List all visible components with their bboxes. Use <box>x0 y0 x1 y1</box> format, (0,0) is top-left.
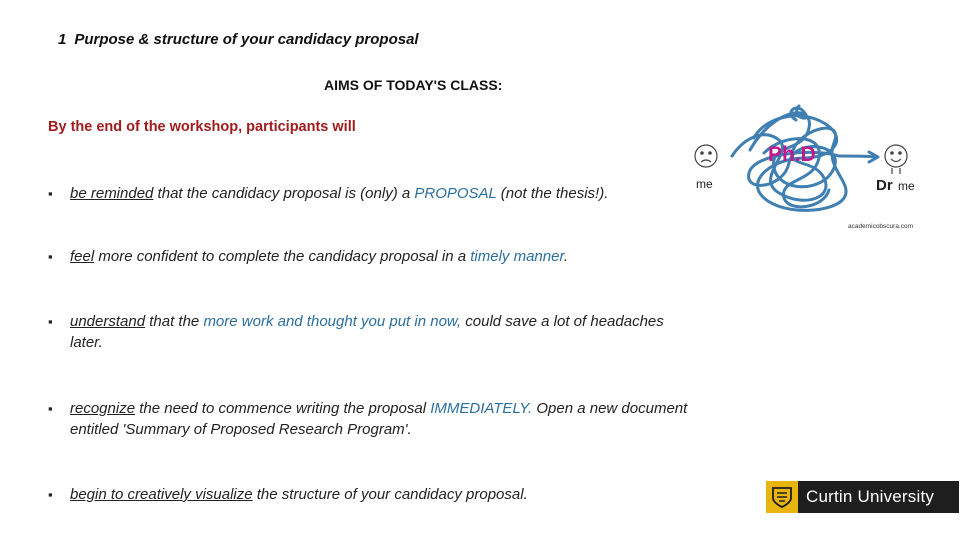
bullet-marker: ▪ <box>48 249 53 264</box>
bullet-item <box>48 183 688 204</box>
bullet-item <box>48 484 688 505</box>
bullet-text-a: the structure of your candidacy proposal. <box>252 486 528 503</box>
crest-shape-icon <box>770 485 794 509</box>
section-title: Purpose & structure of your candidacy proposal <box>74 31 419 48</box>
bullet-highlight: more work and thought you put in now, <box>203 313 462 330</box>
curtin-university-logo <box>766 481 959 513</box>
bullet-text-b: Open a new document entitled 'Summary of Proposed Research Program'. <box>70 400 688 438</box>
happy-face-icon <box>885 145 907 174</box>
bullet-text-b: . <box>563 248 569 265</box>
right-me-label: me <box>898 179 915 193</box>
dr-label: Dr <box>876 177 893 194</box>
bullet-text <box>70 246 688 267</box>
phd-label: Ph.D <box>768 143 816 166</box>
bullet-item <box>48 398 688 440</box>
bullet-marker: ▪ <box>48 186 53 201</box>
bullet-item <box>48 311 668 353</box>
bullet-marker: ▪ <box>48 487 53 502</box>
bullet-highlight: timely manner <box>470 248 564 265</box>
bullet-marker: ▪ <box>48 314 53 329</box>
section-heading <box>58 31 419 48</box>
bullet-verb: feel <box>70 248 95 265</box>
bullet-highlight: IMMEDIATELY. <box>430 400 533 417</box>
bullet-verb: begin to creatively visualize <box>70 486 253 503</box>
bullet-text-a: more confident to complete the candidacy proposal in a <box>94 248 471 265</box>
bullet-marker: ▪ <box>48 401 53 416</box>
bullet-verb: be reminded <box>70 185 154 202</box>
bullet-text <box>70 183 688 204</box>
bullet-text <box>70 484 688 505</box>
sad-face-icon <box>695 145 717 167</box>
university-crest-icon <box>766 481 798 513</box>
section-number: 1 <box>58 31 67 48</box>
bullet-text-a: that the <box>145 313 204 330</box>
intro-text: By the end of the workshop, participants will <box>48 119 356 135</box>
bullet-text-a: the need to commence writing the proposal <box>135 400 431 417</box>
bullet-item <box>48 246 688 267</box>
bullet-text-b: (not the thesis!). <box>496 185 609 202</box>
bullet-text-b: could save a lot of headaches later. <box>70 313 664 351</box>
bullet-verb: understand <box>70 313 146 330</box>
left-label: me <box>696 177 713 191</box>
university-name: Curtin University <box>806 487 935 506</box>
image-credit: academicobscura.com <box>848 223 914 230</box>
phd-journey-illustration <box>684 98 924 218</box>
bullet-verb: recognize <box>70 400 136 417</box>
bullet-highlight: PROPOSAL <box>414 185 497 202</box>
bullet-text <box>70 398 688 440</box>
aims-heading: AIMS OF TODAY'S CLASS: <box>324 77 503 93</box>
bullet-text <box>70 311 668 353</box>
bullet-text-a: that the candidacy proposal is (only) a <box>153 185 415 202</box>
